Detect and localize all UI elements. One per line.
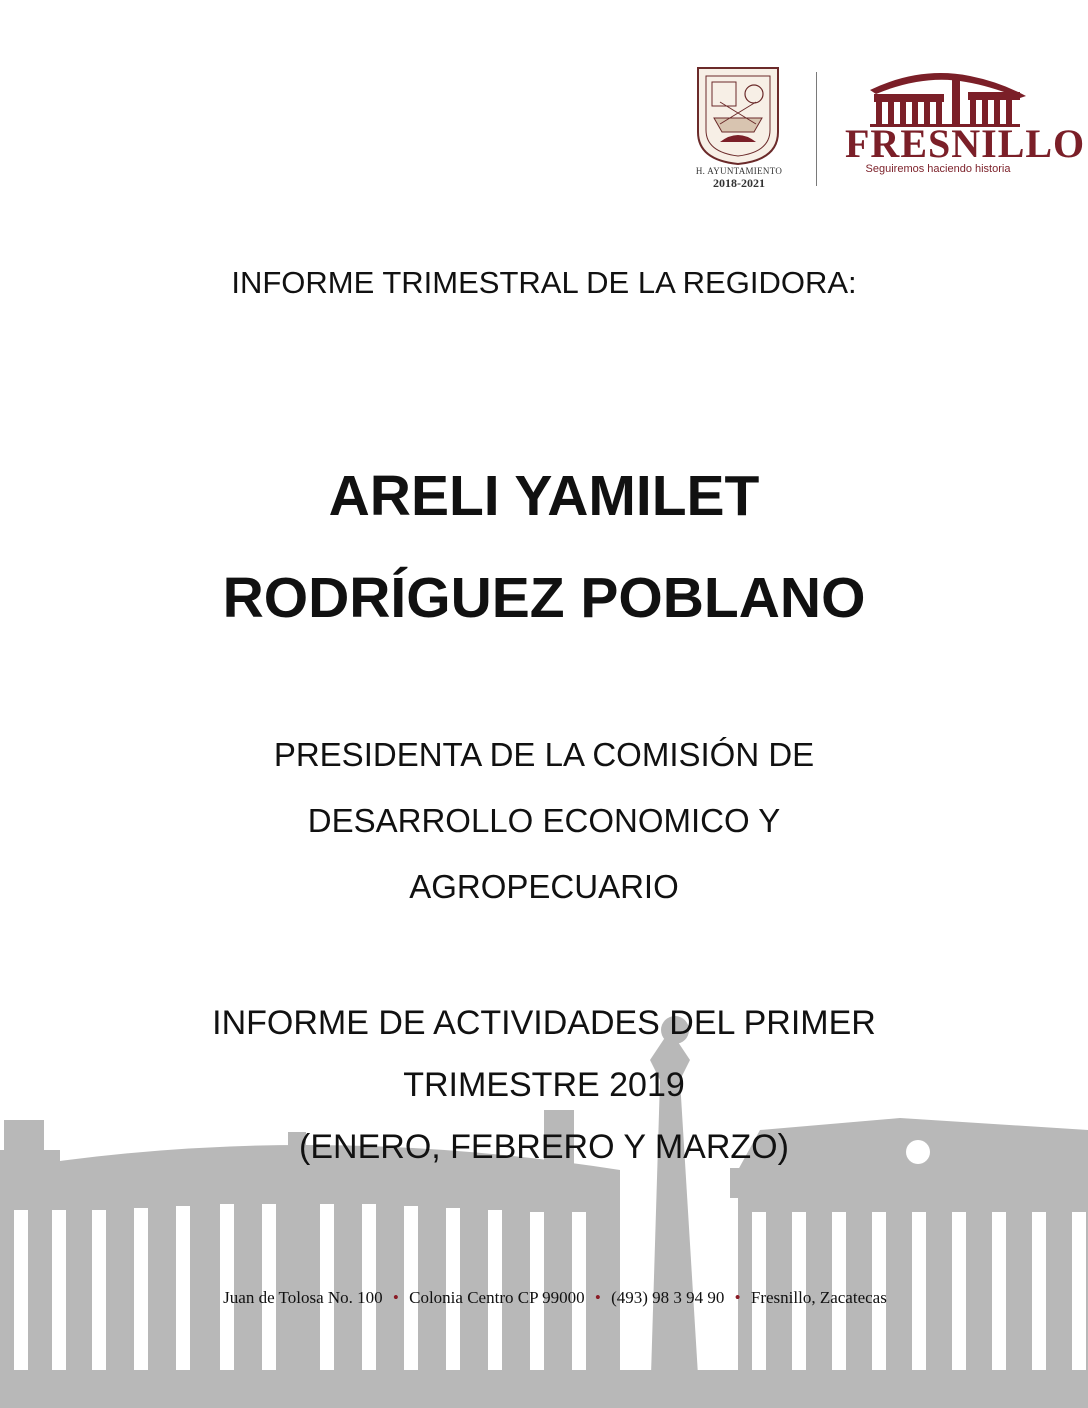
name-line-2: RODRÍGUEZ POBLANO — [222, 566, 866, 630]
role-line-1: PRESIDENTA DE LA COMISIÓN DE — [273, 736, 815, 773]
footer-city: Fresnillo, Zacatecas — [750, 1288, 887, 1307]
fresnillo-logo-name: FRESNILLO — [845, 121, 1086, 166]
seal-caption — [684, 165, 794, 189]
footer-address: Juan de Tolosa No. 100 — [223, 1288, 383, 1307]
footer-phone: (493) 98 3 94 90 — [611, 1288, 725, 1307]
intro-heading: INFORME TRIMESTRAL DE LA REGIDORA: — [231, 265, 857, 300]
role-line-3: AGROPECUARIO — [409, 868, 679, 905]
footer-neighborhood: Colonia Centro CP 99000 — [409, 1288, 585, 1307]
councilor-name — [0, 445, 1088, 649]
report-line-1: INFORME DE ACTIVIDADES DEL PRIMER — [212, 1004, 876, 1042]
footer-separator: • — [392, 1288, 399, 1307]
report-period — [0, 992, 1088, 1178]
seal-caption-title: H. AYUNTAMIENTO — [695, 166, 783, 176]
fresnillo-logo-tagline: Seguiremos haciendo historia — [865, 163, 1011, 175]
logo-divider — [816, 72, 817, 186]
footer-contact — [0, 1288, 1088, 1308]
commission-role — [0, 722, 1088, 920]
name-line-1: ARELI YAMILET — [328, 464, 760, 528]
role-line-2: DESARROLLO ECONOMICO Y — [307, 802, 781, 839]
report-line-2: TRIMESTRE 2019 — [403, 1066, 685, 1104]
footer-separator: • — [594, 1288, 601, 1307]
seal-caption-years: 2018-2021 — [713, 176, 765, 190]
footer-separator: • — [734, 1288, 741, 1307]
report-line-3: (ENERO, FEBRERO Y MARZO) — [299, 1128, 789, 1166]
